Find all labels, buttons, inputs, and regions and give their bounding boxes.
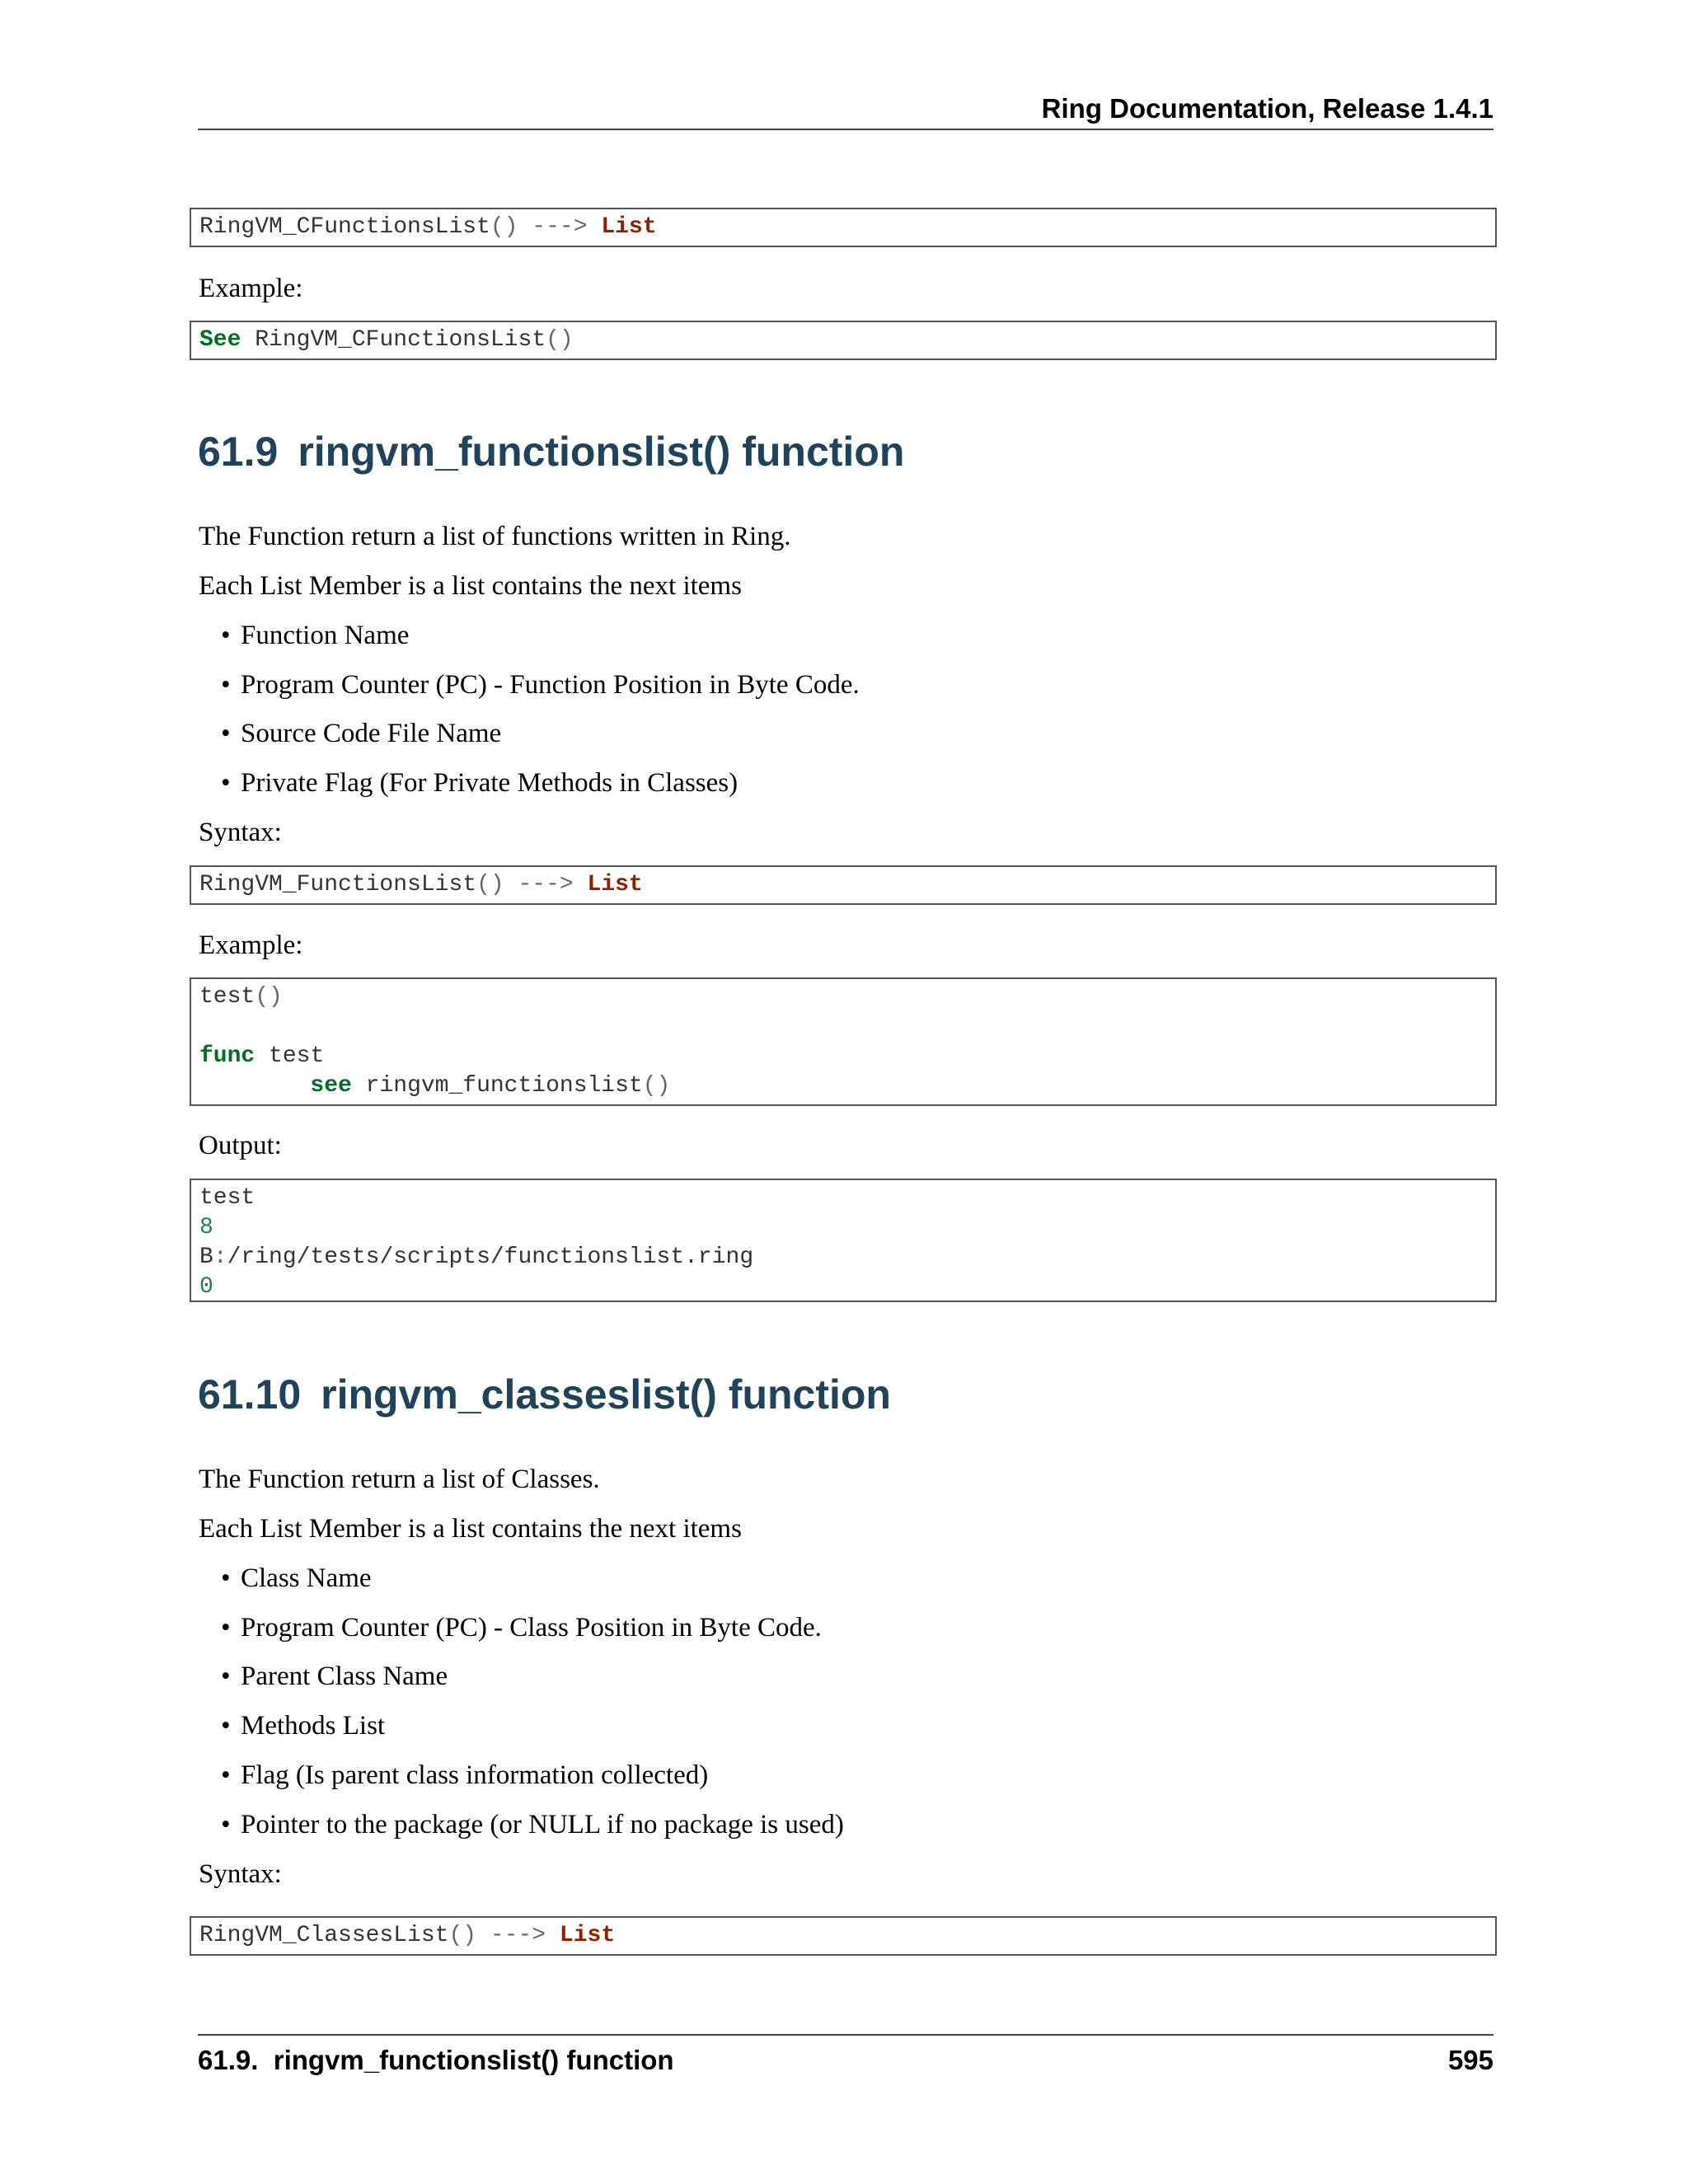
code-parens: () — [546, 327, 574, 353]
code-identifier: RingVM_CFunctionsList — [199, 214, 490, 240]
code-identifier: RingVM_FunctionsList — [199, 872, 477, 898]
page-number: 595 — [1447, 2045, 1493, 2075]
section-heading-61-9 — [198, 427, 904, 476]
code-block-classeslist-syntax — [190, 1916, 1497, 1956]
list-item: • Private Flag (For Private Methods in Classes) — [241, 766, 738, 799]
code-arrow: ---> — [532, 214, 588, 240]
output-operator: : — [213, 1244, 227, 1270]
code-block-cfunctionslist-syntax — [190, 208, 1497, 247]
code-type-keyword: List — [587, 872, 643, 898]
section-heading-61-10 — [198, 1370, 891, 1419]
code-parens: () — [476, 872, 504, 898]
list-item: • Methods List — [241, 1709, 385, 1742]
list-item: • Program Counter (PC) - Function Position in Byte Code. — [241, 668, 860, 701]
code-block-functionslist-output — [190, 1179, 1497, 1302]
syntax-label: Syntax: — [199, 1859, 282, 1889]
code-arrow: ---> — [518, 872, 574, 898]
output-line: B — [199, 1244, 213, 1270]
code-parens: () — [255, 984, 283, 1010]
code-parens: () — [642, 1073, 671, 1099]
section-intro: The Function return a list of Classes. — [199, 1465, 600, 1494]
code-indent — [199, 1073, 310, 1099]
code-parens: () — [448, 1923, 477, 1948]
code-block-cfunctionslist-example — [190, 321, 1497, 360]
members-intro: Each List Member is a list contains the next items — [199, 571, 742, 601]
code-identifier: RingVM_ClassesList — [199, 1923, 449, 1948]
output-number: 0 — [199, 1274, 213, 1300]
output-number: 8 — [199, 1215, 213, 1240]
code-block-functionslist-syntax — [190, 865, 1497, 905]
list-item: • Source Code File Name — [241, 717, 501, 750]
section-title: ringvm_classeslist() function — [321, 1371, 891, 1418]
code-arrow: ---> — [490, 1923, 546, 1948]
section-number: 61.10 — [198, 1371, 302, 1418]
code-type-keyword: List — [559, 1923, 616, 1948]
output-line: /ring/tests/scripts/functionslist.ring — [227, 1244, 754, 1270]
code-identifier: ringvm_functionslist — [365, 1073, 643, 1099]
example-label: Example: — [199, 930, 303, 960]
code-identifier: test — [199, 984, 256, 1010]
code-block-functionslist-example — [190, 977, 1497, 1106]
members-intro: Each List Member is a list contains the next items — [199, 1514, 742, 1544]
running-header-title: Ring Documentation, Release 1.4.1 — [1041, 93, 1493, 124]
list-item: • Flag (Is parent class information collected) — [241, 1759, 708, 1792]
list-item: • Function Name — [241, 619, 409, 652]
footer-section-title: 61.9. ringvm_functionslist() function — [198, 2045, 674, 2075]
code-parens: () — [490, 214, 518, 240]
section-number: 61.9 — [198, 429, 279, 475]
output-line: test — [199, 1185, 256, 1211]
list-item: • Pointer to the package (or NULL if no package is used) — [241, 1808, 844, 1841]
list-item: • Parent Class Name — [241, 1660, 448, 1693]
list-item: • Program Counter (PC) - Class Position in Byte Code. — [241, 1611, 822, 1644]
code-type-keyword: List — [601, 214, 657, 240]
section-intro: The Function return a list of functions written in Ring. — [199, 522, 791, 551]
list-item: • Class Name — [241, 1562, 372, 1595]
footer-rule — [198, 2034, 1493, 2036]
code-keyword: See — [199, 327, 241, 353]
code-identifier: test — [269, 1043, 325, 1069]
syntax-label: Syntax: — [199, 818, 282, 847]
code-keyword: see — [310, 1073, 352, 1099]
example-label: Example: — [199, 274, 303, 303]
code-keyword: func — [199, 1043, 256, 1069]
output-label: Output: — [199, 1131, 282, 1160]
section-title: ringvm_functionslist() function — [298, 429, 905, 475]
header-rule — [198, 129, 1493, 130]
code-identifier: RingVM_CFunctionsList — [255, 327, 546, 353]
